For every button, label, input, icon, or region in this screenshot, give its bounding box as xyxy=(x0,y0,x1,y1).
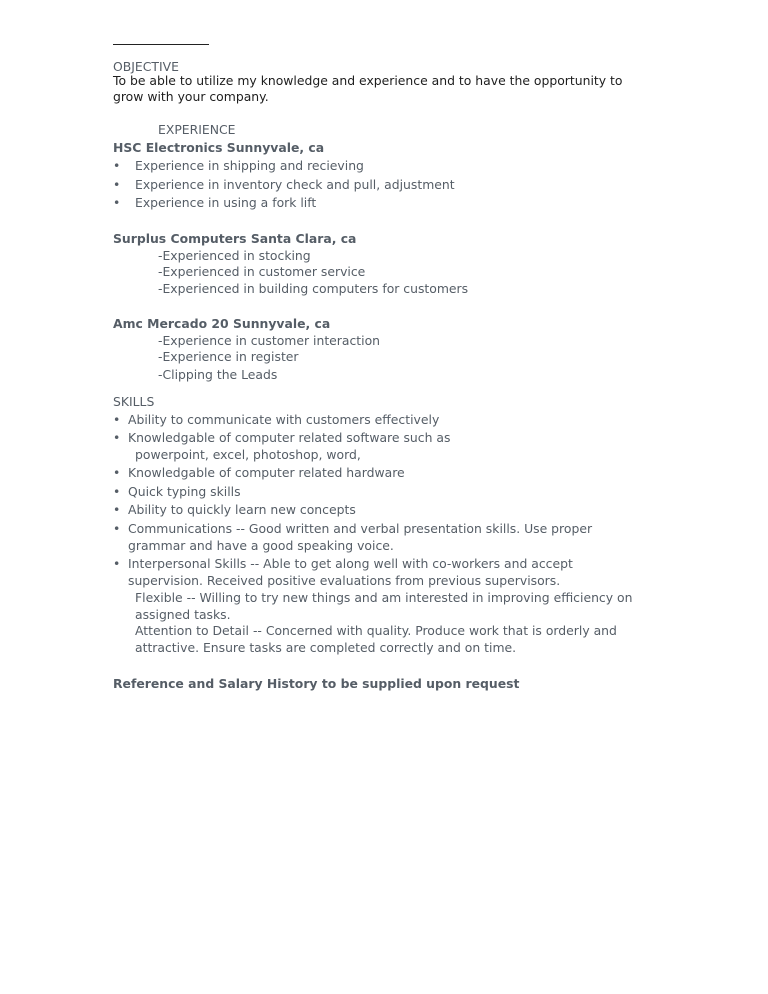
objective-heading: OBJECTIVE xyxy=(113,59,179,74)
skill-item: • Ability to communicate with customers effectively xyxy=(128,412,439,428)
header-rule xyxy=(113,44,209,45)
skill-item-continuation: attractive. Ensure tasks are completed correctly and on time. xyxy=(135,640,517,655)
job-item: • Experience in shipping and recieving xyxy=(135,158,364,174)
skill-item-continuation: assigned tasks. xyxy=(135,607,231,622)
skill-item-continuation: grammar and have a good speaking voice. xyxy=(128,538,394,553)
skills-heading: SKILLS xyxy=(113,394,155,409)
job-title-amc: Amc Mercado 20 Sunnyvale, ca xyxy=(113,316,331,331)
skill-item: • Knowledgable of computer related hardware xyxy=(128,465,405,481)
skill-item: • Communications -- Good written and verbal presentation skills. Use proper xyxy=(128,521,592,537)
skill-item-flexible: Flexible -- Willing to try new things and am interested in improving efficiency on xyxy=(135,590,633,605)
skill-item-attention: Attention to Detail -- Concerned with quality. Produce work that is orderly and xyxy=(135,623,617,638)
skill-item-continuation: supervision. Received positive evaluations from previous supervisors. xyxy=(128,573,561,588)
skill-item: • Ability to quickly learn new concepts xyxy=(128,502,356,518)
job-item: -Experience in customer interaction xyxy=(158,333,381,348)
skill-item: • Knowledgable of computer related software such as xyxy=(128,430,450,446)
experience-heading: EXPERIENCE xyxy=(158,122,236,137)
job-title-surplus: Surplus Computers Santa Clara, ca xyxy=(113,231,357,246)
skill-item: • Quick typing skills xyxy=(128,484,241,500)
job-item: -Experience in register xyxy=(158,349,299,364)
job-item: -Experienced in stocking xyxy=(158,248,311,263)
objective-text-line-1: To be able to utilize my knowledge and experience and to have the opportunity to xyxy=(113,73,623,88)
objective-text-line-2: grow with your company. xyxy=(113,89,269,104)
skill-item-continuation: powerpoint, excel, photoshop, word, xyxy=(135,447,361,462)
job-item: -Experienced in building computers for customers xyxy=(158,281,469,296)
reference-statement: Reference and Salary History to be supplied upon request xyxy=(113,676,520,691)
skill-item: • Interpersonal Skills -- Able to get along well with co-workers and accept xyxy=(128,556,573,572)
job-title-hsc: HSC Electronics Sunnyvale, ca xyxy=(113,140,325,155)
job-item: • Experience in inventory check and pull, adjustment xyxy=(135,177,455,193)
job-item: -Experienced in customer service xyxy=(158,264,366,279)
job-item: • Experience in using a fork lift xyxy=(135,195,316,211)
job-item: -Clipping the Leads xyxy=(158,367,278,382)
